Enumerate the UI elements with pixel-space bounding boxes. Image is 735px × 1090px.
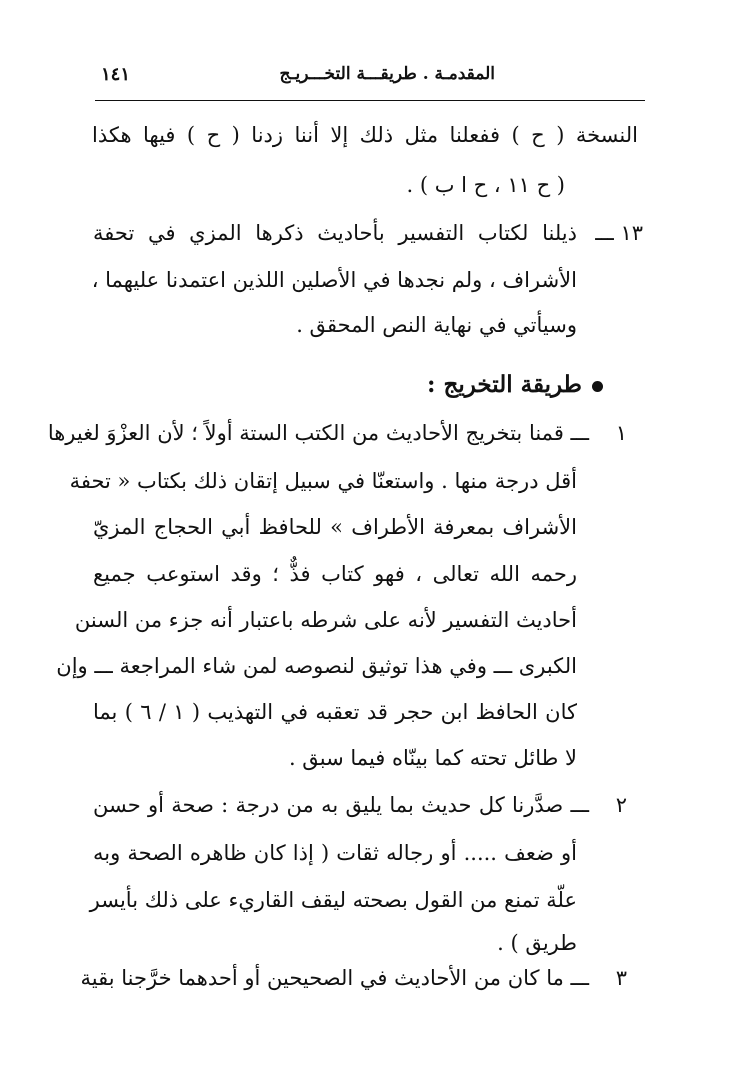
item-2-number: ٢: [615, 793, 627, 817]
item-3-number: ٣: [615, 966, 627, 990]
item-1-line-3: الأشراف بمعرفة الأطراف » للحافظ أبي الحجاج المزيّ: [93, 515, 577, 539]
running-header-title: المقدمـة . طريقـــة التخـــريـج: [279, 64, 495, 84]
item-13-line-2: الأشراف ، ولم نجدها في الأصلين اللذين اعتمدنا عليهما ،: [91, 268, 577, 292]
header-rule: [95, 100, 645, 101]
item-1-line-4: رحمه الله تعالى ، فهو كتاب فذٌّ ؛ وقد استوعب جميع: [93, 562, 577, 586]
bullet-icon: [592, 381, 603, 392]
item-1-line-2: أقل درجة منها . واستعنّا في سبيل إتقان ذلك بكتاب « تحفة: [69, 469, 577, 493]
item-2-line-1: ـــ صدَّرنا كل حديث بما يليق به من درجة : صحة أو حسن: [93, 793, 589, 817]
item-13-line-1: ذيلنا لكتاب التفسير بأحاديث ذكرها المزي في تحفة: [93, 221, 577, 245]
section-heading: [427, 370, 603, 400]
item-2-line-2: أو ضعف ..... أو رجاله ثقات ( إذا كان ظاهره الصحة وبه: [93, 841, 577, 865]
item-1-line-5: أحاديث التفسير لأنه على شرطه باعتبار أنه جزء من السنن: [74, 608, 577, 632]
item-1-line-6: الكبرى ـــ وفي هذا توثيق لنصوصه لمن شاء المراجعة ـــ وإن: [56, 654, 577, 678]
item-1-number: ١: [615, 421, 627, 445]
item-2-line-3: علّة تمنع من القول بصحته ليقف القاريء على ذلك بأيسر: [89, 888, 577, 912]
intro-line-2: ( ح ١١ ، ح ا ب ) .: [406, 173, 565, 197]
item-2-line-4: طريق ) .: [497, 931, 577, 955]
item-3-line-1: ـــ ما كان من الأحاديث في الصحيحين أو أحدهما خرَّجنا بقية: [80, 966, 589, 990]
running-header: [95, 60, 645, 94]
item-1-line-7: كان الحافظ ابن حجر قد تعقبه في التهذيب ( ١ / ٦ ) بما: [93, 700, 577, 724]
section-heading-text: طريقة التخريج :: [427, 371, 582, 398]
intro-line-1: النسخة ( ح ) ففعلنا مثل ذلك إلا أننا زدنا ( ح ) فيها هكذا: [92, 123, 638, 147]
item-13-number: ١٣ ـــ: [595, 221, 643, 245]
item-1-line-1: ـــ قمنا بتخريج الأحاديث من الكتب الستة أولاً ؛ لأن العزْوَ لغيرها: [47, 421, 589, 445]
item-13-line-3: وسيأتي في نهاية النص المحقق .: [296, 313, 577, 337]
page-number: ١٤١: [101, 64, 131, 85]
item-1-line-8: لا طائل تحته كما بينّاه فيما سبق .: [288, 746, 577, 770]
